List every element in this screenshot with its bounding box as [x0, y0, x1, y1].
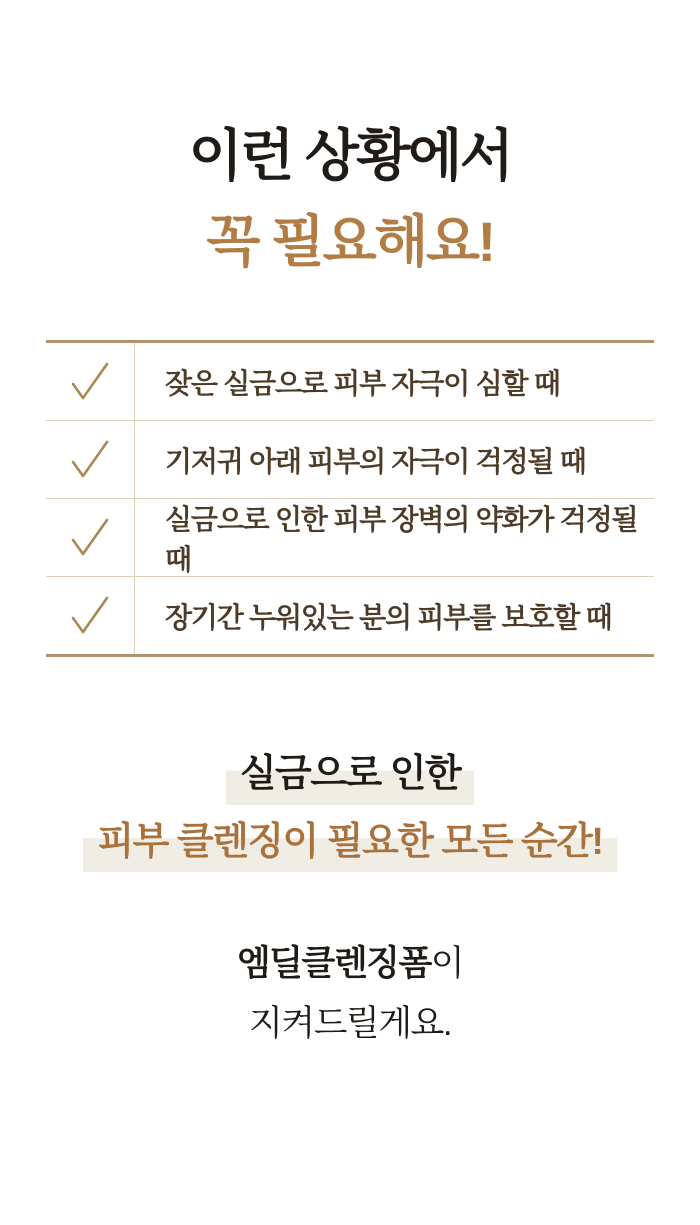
checkmark-cell [46, 577, 135, 654]
closing-line2: 지켜드릴게요. [248, 1004, 452, 1044]
headline [0, 0, 700, 278]
closing-line1 [0, 934, 700, 994]
emphasis-line2: 피부 클렌징이 필요한 모든 순간! [83, 819, 616, 873]
emphasis-line2-wrap [0, 819, 700, 873]
checklist-row [46, 343, 654, 421]
closing-suffix: 이 [430, 944, 464, 984]
brand-name: 엠딜클렌징폼 [236, 944, 431, 984]
checklist-item-text: 기저귀 아래 피부의 자극이 걱정될 때 [165, 445, 586, 477]
headline-line1: 이런 상황에서 [188, 124, 512, 187]
checklist-row [46, 421, 654, 499]
checklist-item-text: 잦은 실금으로 피부 자극이 심할 때 [165, 367, 560, 399]
checkmark-cell [46, 421, 135, 498]
checklist-row [46, 499, 654, 577]
checkmark-cell [46, 343, 135, 420]
checkmark-cell [46, 499, 135, 576]
emphasis-block [0, 751, 700, 872]
closing-block [0, 934, 700, 1054]
checkmark-icon [66, 359, 114, 405]
checkmark-icon [66, 593, 114, 639]
headline-line2: 꼭 필요해요! [206, 210, 494, 273]
checklist-item-text: 실금으로 인한 피부 장벽의 약화가 걱정될 때 [165, 503, 638, 575]
checklist-item-text: 장기간 누워있는 분의 피부를 보호할 때 [165, 601, 612, 633]
checkmark-icon [66, 515, 114, 561]
checklist-row [46, 577, 654, 654]
checkmark-icon [66, 437, 114, 483]
emphasis-line1-wrap [0, 751, 700, 805]
emphasis-line1: 실금으로 인한 [226, 751, 474, 805]
situation-checklist [46, 340, 654, 657]
